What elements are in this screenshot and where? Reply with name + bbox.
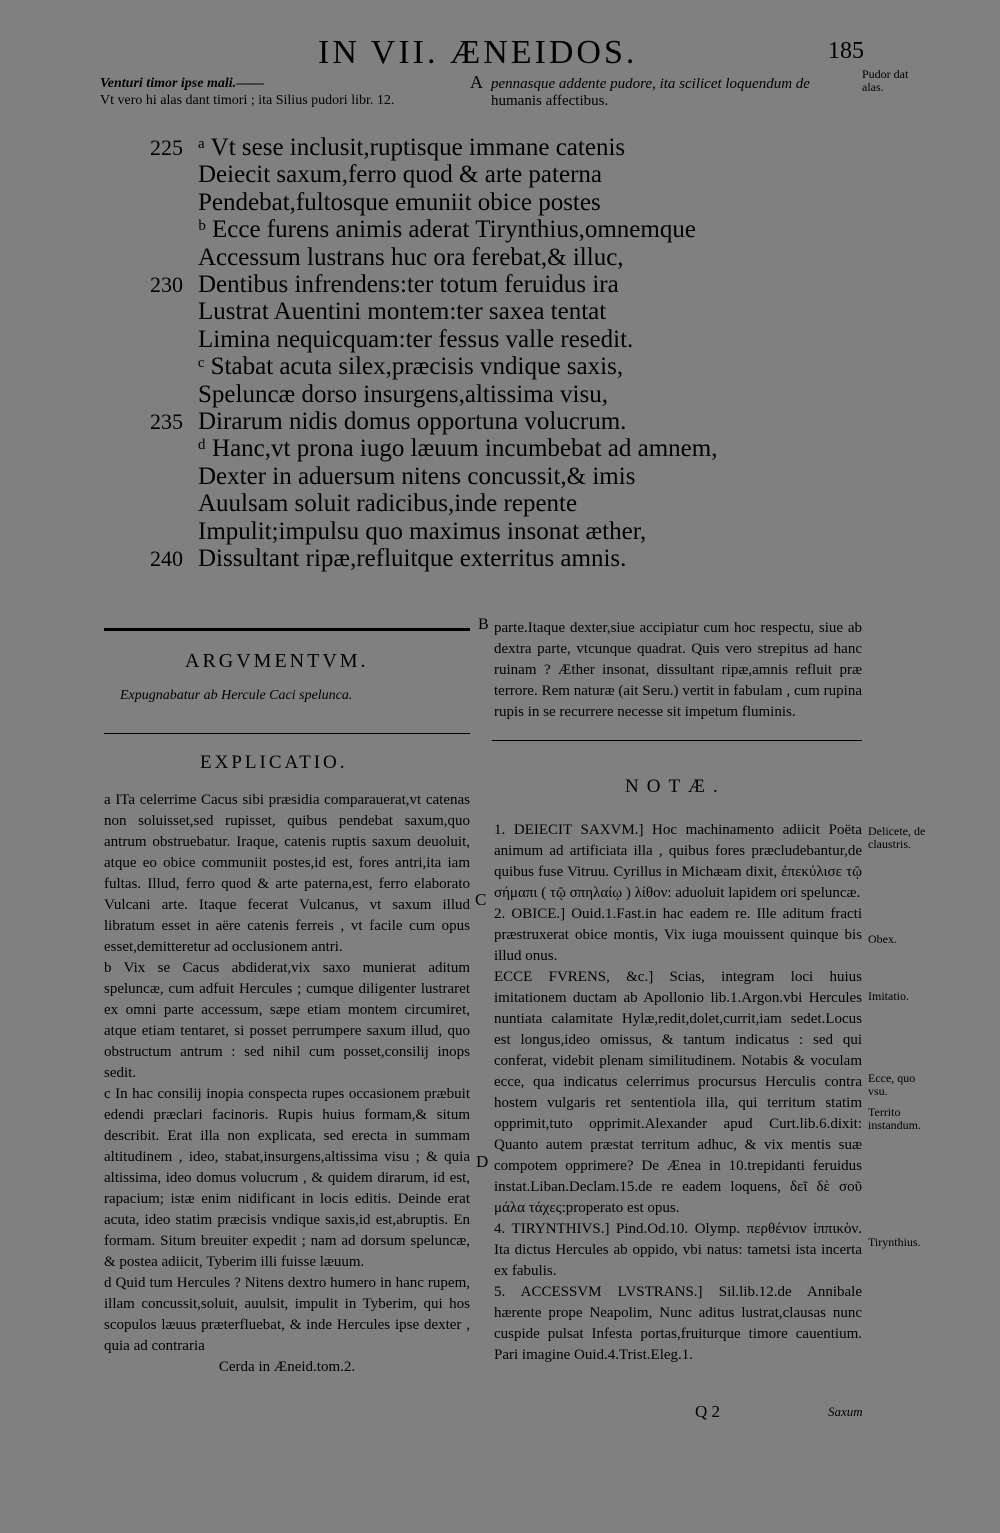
verse-number [150,189,198,216]
verse-text: Dirarum nidis domus opportuna volucrum. [198,408,627,436]
argumentum-text: Expugnabatur ab Hercule Caci spelunca. [120,688,353,703]
verse-line [150,216,840,243]
verse-text: Dissultant ripæ,refluitque exterritus amnis. [198,545,627,573]
nota-1: 1. DEIECIT SAXVM.] Hoc machinamento adiicit Poëta animum ad artificiata illa , quibus fores præcludebantur,de quibus fuse Vitruu. Cyrillus in Michæam dixit, ἐπεκύλισε τῷ σήμαπι ( τῷ σπηλαίῳ ) λίθον: aduoluit lapidem ori speluncæ. [494,822,862,901]
nota-3: ECCE FVRENS, &c.] Scias, integram loci huius imitationem ductam ab Apollonio lib.1.Argon.vbi Hercules nuntiata calamitate Hylæ,redit,dolet,currit,iam sedet.Locus est longus,ideo omissus, & tantum indicatus : sed qui conferat, videbit plenam similitudinem. Notabis & voculam ecce, qua indicatus celerrimus procursus Herculis contra hostem vulgaris ret sententiola illa, qui territum statim opprimit,tuto opprimit.Alexander apud Curt.lib.6.dixit: Quanto autem præstat territum adhuc, & vix mentis suæ compotem opprimere? De Ænea in 10.trepidanti feruidus instat.Liban.Declam.15.de re eadem loquens, δεῖ δὲ σοῦ μάλα τάχες:properato est opus. [494,969,862,1216]
verse-line [150,271,840,298]
margin-letter-c: C [475,890,487,909]
verse-text: Lustrat Auentini montem:ter saxea tentat [198,298,607,326]
verse-number: 230 [150,272,183,298]
verse-text: Dexter in aduersum nitens concussit,& imis [198,462,636,490]
explicatio-text [104,790,470,1378]
verse-number: 225 [150,135,183,160]
explicatio-paragraph-c: c In hac consilij inopia conspecta rupes occasionem præbuit edendi præclari facinoris. Rupis huius formam,& situm describit. Erat illa non explicata, sed erecta in summam altitudinem , ideo, stabat,insurgens,altissima visu ; & quia altissima, ideo domus volucrum , & quidem dirarum, id est, rapacium; istæ enim nidificant in locis editis. Deinde erat acuta, ideo statim præcisis vndique saxis,id est,abruptis. En formam. Situm breuiter expedit ; nam ad dorsum speluncæ, & postea adiicit, Tyberim illi fuisse læuum. [104,1086,470,1270]
verse-number [150,435,198,462]
header-right-line-2: humanis affectibus. [491,93,609,109]
verse-number [150,353,198,380]
explicatio-paragraph-b: b Vix se Cacus abdiderat,vix saxo munierat aditum speluncæ, cum adfuit Hercules ; cumque diligenter lustraret ex omni parte accessum, sæpe etiam montem circumiret, atque etiam tentaret, si posset perrumpere saxum illud, quo obstructum antrum : sed nihil cum posset,consilij inops sedit. [104,960,470,1081]
verse-line [150,518,840,545]
verse-text: Dentibus infrendens:ter totum feruidus ira [198,271,619,299]
margin-note-tirynthius: Tirynthius. [868,1235,921,1249]
verse-line [150,161,840,188]
verse-text: Speluncæ dorso insurgens,altissima visu, [198,380,608,408]
margin-letter-d: D [476,1152,489,1171]
explicatio-heading: EXPLICATIO. [200,752,348,773]
header-margin-note: Pudor dat alas. [862,67,909,94]
verse-line [150,545,840,572]
verse-number [150,326,198,353]
verse-line [150,298,840,325]
argumentum-heading: ARGVMENTVM. [185,650,369,672]
notae-heading: NOTÆ. [625,776,726,797]
page-number: 185 [828,38,864,64]
rule-left-2 [104,733,470,734]
verse-text: Limina nequicquam:ter fessus valle resedit. [198,325,634,353]
right-top-text: parte.Itaque dexter,siue accipiatur cum hoc respectu, siue ab dextra parte, vtcunque quadrat. Quis vero strepitus ad hanc ruinam ? Æther insonat, dissultant ripæ,amnis refluit præ terrore. Rem naturæ (ait Seru.) vertit in fabulam , cum rupina rupis in se recurrere necesse sit impetum fluminis. [494,620,862,720]
margin-note-territo: Territo instandum. [868,1105,921,1132]
page-title: IN VII. ÆNEIDOS. [318,34,638,71]
catchword: Saxum [828,1404,863,1419]
verse-number [150,216,198,243]
verse-text: Accessum lustrans huc ora ferebat,& illuc, [198,243,624,271]
verse-line [150,353,840,380]
verse-line [150,189,840,216]
nota-5: 5. ACCESSVM LVSTRANS.] Sil.lib.12.de Annibale hærente prope Neapolim, Nunc aditus lustrat,clausas nunc cuspide pulsat Infesta portas,fruiturque timore cauentium. Pari imagine Ouid.4.Trist.Eleg.1. [494,1284,862,1363]
notae-text [494,820,862,1366]
rule-left-1 [104,628,470,631]
verse-line [150,408,840,435]
verse-text: Pendebat,fultosque emuniit obice postes [198,188,601,216]
verse-text: ᵈ Hanc,vt prona iugo læuum incumbebat ad amnem, [198,435,718,463]
verse-block [150,134,840,573]
verse-text: Auulsam soluit radicibus,inde repente [198,490,578,518]
verse-number [150,490,198,517]
verse-number [150,518,198,545]
explicatio-paragraph-a: a ITa celerrime Cacus sibi præsidia comparauerat,vt catenas non soluisset,sed rupisset, quibus pendebat saxum,quo antrum obstruebatur. Iraque, catenis ruptis saxum deuoluit, atque eo obice communiit postes,id est, fores antri,ita iam fultas. Illud, ferro quod & arte paterna,est, ferro elaborato Vulcani arte. Itaque fecerat Vulcanus, vt saxum illud libratum esset in aëre catenis ferreis , vt facile cum opus esset,demitteretur ad occlusionem antri. [104,792,470,955]
explicatio-footer: Cerda in Æneid.tom.2. [218,1359,356,1375]
header-left-line-2: Vt vero hi alas dant timori ; ita Silius pudori libr. 12. [100,93,395,108]
header-left-line-1: Venturi timor ipse mali.—— [100,76,265,91]
verse-line [150,381,840,408]
margin-note-claustris: Delicete, de claustris. [868,824,926,851]
verse-number [150,244,198,271]
verse-line [150,435,840,462]
verse-number [150,298,198,325]
margin-note-obex: Obex. [868,932,897,946]
verse-text: Deiecit saxum,ferro quod & arte paterna [198,161,602,189]
verse-line [150,326,840,353]
margin-note-imitatio: Imitatio. [868,989,909,1003]
verse-text: ᶜ Stabat acuta silex,præcisis vndique saxis, [198,353,624,381]
verse-number [150,161,198,188]
verse-line [150,244,840,271]
right-margin-letter-b: B [478,616,489,633]
verse-text: ᵃ Vt sese inclusit,ruptisque immane catenis [198,134,626,161]
verse-line [150,134,840,161]
verse-number: 235 [150,409,183,435]
rule-right [492,740,862,741]
header-right-line-1: pennasque addente pudore, ita scilicet loquendum de [491,76,810,92]
verse-number: 240 [150,546,183,572]
nota-4: 4. TIRYNTHIVS.] Pind.Od.10. Olymp. περθένιον ἱππικὸν. Ita dictus Hercules ab oppido, vbi natus: tametsi ista incerta ex fabulis. [494,1221,862,1279]
verse-line [150,463,840,490]
verse-line [150,490,840,517]
nota-2: 2. OBICE.] Ouid.1.Fast.in hac eadem re. Ille aditum fracti præstruxerat obice montis, Vix iuga mouissent quinque bis illud onus. [494,906,862,964]
verse-number [150,381,198,408]
header-margin-letter: A [470,72,483,92]
verse-text: Impulit;impulsu quo maximus insonat æther, [198,517,647,545]
verse-text: ᵇ Ecce furens animis aderat Tirynthius,omnemque [198,216,696,244]
margin-note-ecce: Ecce, quo vsu. [868,1071,916,1098]
explicatio-paragraph-d: d Quid tum Hercules ? Nitens dextro humero in hanc rupem, illam concussit,soluit, auulsit, impulit in Tyberim, qui hos scopulos læuus præterfluebat, & inde Hercules ipse dexter , quia ad contraria [104,1275,470,1354]
verse-number [150,463,198,490]
signature-mark: Q 2 [695,1402,721,1421]
